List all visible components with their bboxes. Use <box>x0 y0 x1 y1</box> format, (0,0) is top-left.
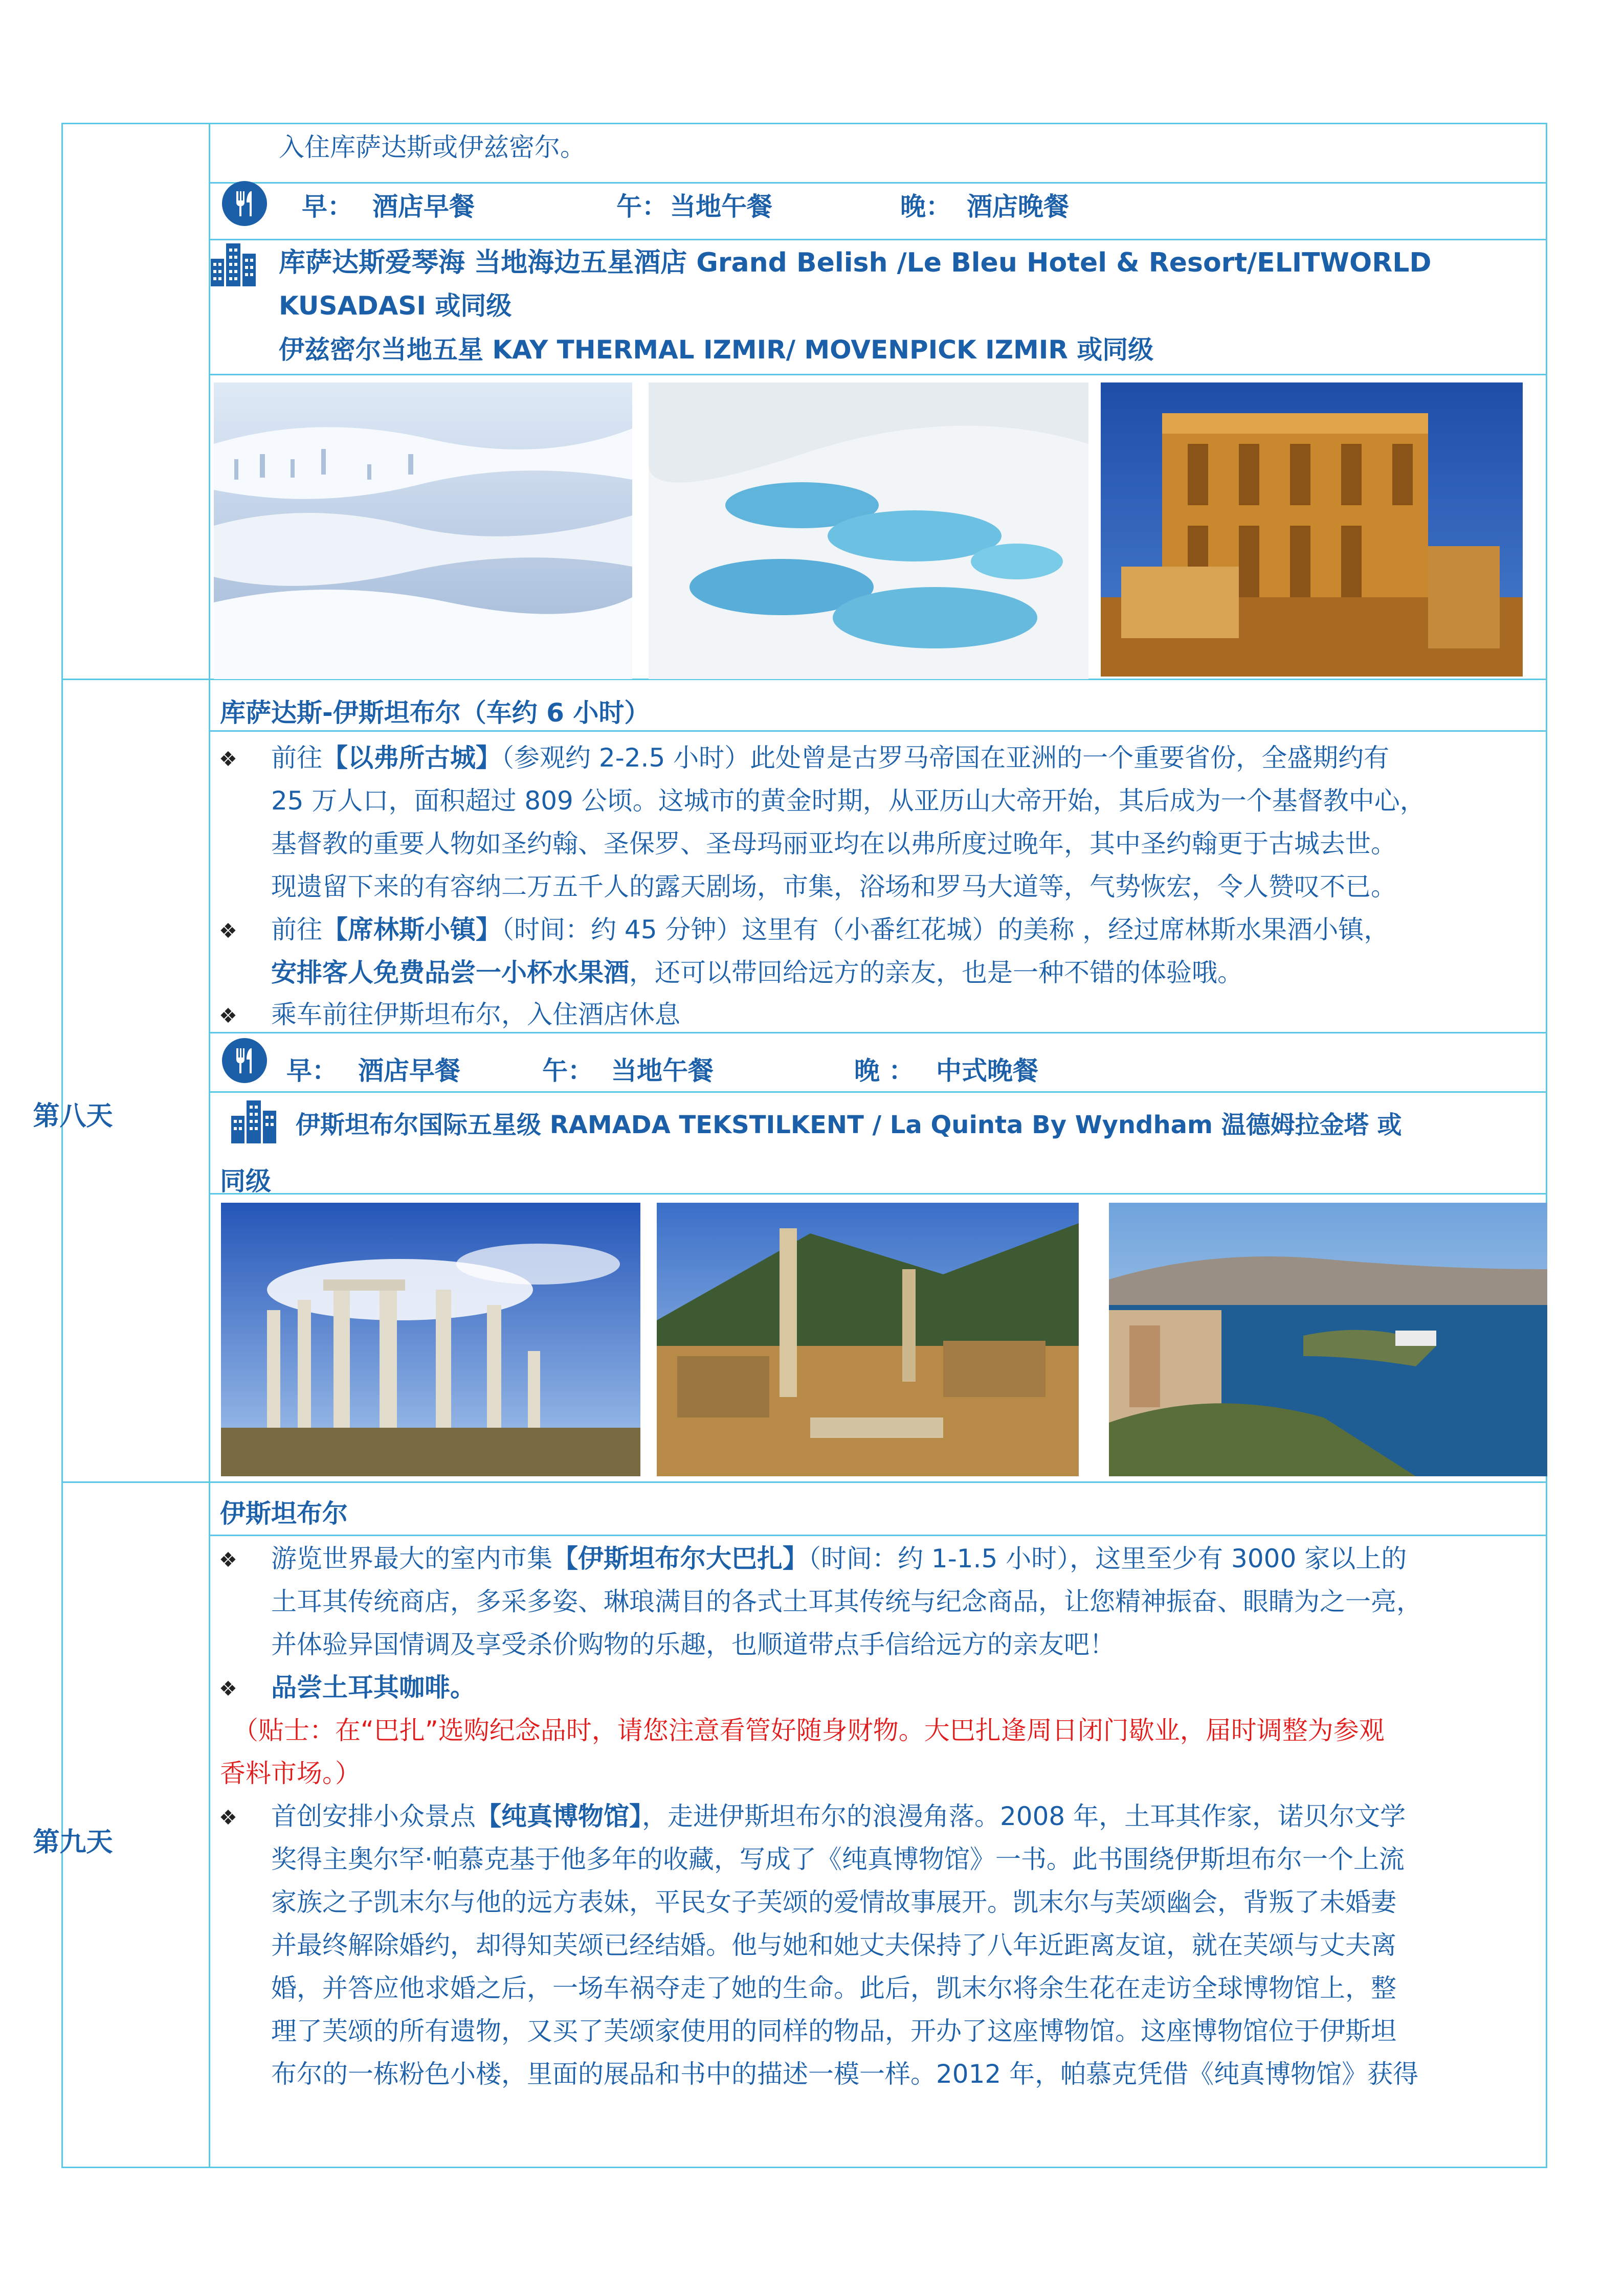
row-divider <box>209 1535 1546 1536</box>
tip-line2: 香料市场。） <box>220 1759 361 1788</box>
diamond-bullet-icon: ❖ <box>219 1806 237 1830</box>
day-divider <box>63 1481 1546 1483</box>
bazaar-line2: 土耳其传统商店，多采多姿、琳琅满目的各式土耳其传统与纪念商品，让您精神振奋、眼睛为之一亮， <box>271 1587 1422 1616</box>
museum-line5: 婚，并答应他求婚之后，一场车祸夺走了她的生命。此后，凯末尔将余生花在走访全球博物馆上，整 <box>271 1973 1396 2003</box>
row-divider <box>209 1193 1546 1195</box>
bazaar-line3: 并体验异国情调及享受杀价购物的乐趣，也顺道带点手信给远方的亲友吧！ <box>271 1630 1115 1659</box>
hotel2-line1: 伊斯坦布尔国际五星级 RAMADA TEKSTILKENT / La Quinta By Wyndham 温德姆拉金塔 或 <box>296 1111 1402 1139</box>
breakfast-value-2: 酒店早餐 <box>358 1056 460 1086</box>
hotel-building-icon <box>209 241 257 287</box>
dinner-value-2: 中式晚餐 <box>936 1056 1038 1086</box>
diamond-bullet-icon: ❖ <box>219 748 237 771</box>
row-divider <box>209 182 1546 184</box>
row-divider <box>209 239 1546 240</box>
checkin-line: 入住库萨达斯或伊兹密尔。 <box>279 132 586 162</box>
kusadasi-coast-photo <box>1109 1203 1547 1476</box>
ephesus-ruins-photo <box>657 1203 1079 1476</box>
row-divider <box>209 374 1546 375</box>
museum-line7: 布尔的一栋粉色小楼，里面的展品和书中的描述一模一样。2012 年，帕慕克凭借《纯真博物馆》获得 <box>271 2059 1419 2089</box>
dinner-value: 酒店晚餐 <box>967 192 1069 221</box>
coffee-line: 品尝土耳其咖啡。 <box>271 1673 476 1702</box>
day8-label: 第八天 <box>33 1101 113 1132</box>
museum-line2: 奖得主奥尔罕·帕慕克基于他多年的收藏，写成了《纯真博物馆》一书。此书围绕伊斯坦布尔一个上流 <box>271 1844 1405 1874</box>
ephesus-line4: 现遗留下来的有容纳二万五千人的露天剧场，市集，浴场和罗马大道等，气势恢宏，令人赞叹不已。 <box>271 872 1396 902</box>
city-title: 伊斯坦布尔 <box>220 1499 348 1528</box>
lunch-label: 午： <box>616 192 668 221</box>
hotel-line2: KUSADASI 或同级 <box>279 291 512 321</box>
fork-knife-icon <box>221 180 268 227</box>
route-title: 库萨达斯-伊斯坦布尔（车约 6 小时） <box>220 698 650 728</box>
bazaar-line1: 游览世界最大的室内市集【伊斯坦布尔大巴扎】（时间：约 1-1.5 小时），这里至少有 3000 家以上的 <box>271 1544 1407 1573</box>
pergamon-temple-photo <box>221 1203 640 1476</box>
sirince-line2: 安排客人免费品尝一小杯水果酒，还可以带回给远方的亲友，也是一种不错的体验哦。 <box>271 958 1243 987</box>
diamond-bullet-icon: ❖ <box>219 1548 237 1572</box>
diamond-bullet-icon: ❖ <box>219 1677 237 1701</box>
diamond-bullet-icon: ❖ <box>219 1004 237 1028</box>
lunch-value-2: 当地午餐 <box>611 1056 714 1086</box>
sirince-line1: 前往【席林斯小镇】（时间：约 45 分钟）这里有（小番红花城）的美称 ，经过席林斯水果酒小镇， <box>271 915 1390 944</box>
lunch-value: 当地午餐 <box>670 192 772 221</box>
day-column <box>63 124 210 2167</box>
pamukkale-travertine-photo <box>214 382 632 679</box>
hotel2-line2: 同级 <box>220 1166 271 1196</box>
lunch-label-2: 午： <box>542 1056 593 1086</box>
museum-line4: 并最终解除婚约，却得知芙颂已经结婚。他与她和她丈夫保持了八年近距离友谊，就在芙颂与丈夫离 <box>271 1930 1396 1960</box>
celsus-library-photo <box>1101 382 1523 677</box>
day9-label: 第九天 <box>33 1827 113 1858</box>
museum-line3: 家族之子凯末尔与他的远方表妹，平民女子芙颂的爱情故事展开。凯末尔与芙颂幽会，背叛了未婚妻 <box>271 1887 1396 1917</box>
museum-line1: 首创安排小众景点【纯真博物馆】，走进伊斯坦布尔的浪漫角落。2008 年，土耳其作家，诺贝尔文学 <box>271 1802 1406 1831</box>
ephesus-line2: 25 万人口，面积超过 809 公顷。这城市的黄金时期，从亚历山大帝开始，其后成为一个基督教中心， <box>271 786 1426 816</box>
diamond-bullet-icon: ❖ <box>219 919 237 943</box>
ephesus-line3: 基督教的重要人物如圣约翰、圣保罗、圣母玛丽亚均在以弗所度过晚年，其中圣约翰更于古城去世。 <box>271 829 1396 859</box>
breakfast-value: 酒店早餐 <box>372 192 475 221</box>
fork-knife-icon <box>221 1037 268 1084</box>
breakfast-label-2: 早： <box>286 1056 338 1086</box>
ephesus-line1: 前往【以弗所古城】（参观约 2-2.5 小时）此处曾是古罗马帝国在亚洲的一个重要省份，全盛期约有 <box>271 743 1390 773</box>
hotel-line3: 伊兹密尔当地五星 KAY THERMAL IZMIR/ MOVENPICK IZMIR 或同级 <box>279 335 1154 365</box>
dinner-label-2: 晚 ： <box>854 1056 915 1086</box>
museum-line6: 理了芙颂的所有遗物，又买了芙颂家使用的同样的物品，开办了这座博物馆。这座博物馆位于伊斯坦 <box>271 2016 1396 2046</box>
pamukkale-pools-photo <box>649 382 1088 679</box>
tip-line1: （贴士：在“巴扎”选购纪念品时，请您注意看管好随身财物。大巴扎逢周日闭门歇业，届时调整为参观 <box>233 1716 1385 1745</box>
hotel-building-icon <box>229 1098 278 1144</box>
transfer-line: 乘车前往伊斯坦布尔，入住酒店休息 <box>271 1000 680 1029</box>
hotel-line1: 库萨达斯爱琴海 当地海边五星酒店 Grand Belish /Le Bleu Hotel & Resort/ELITWORLD <box>279 247 1432 278</box>
breakfast-label: 早： <box>302 192 353 221</box>
dinner-label: 晚： <box>900 192 951 221</box>
